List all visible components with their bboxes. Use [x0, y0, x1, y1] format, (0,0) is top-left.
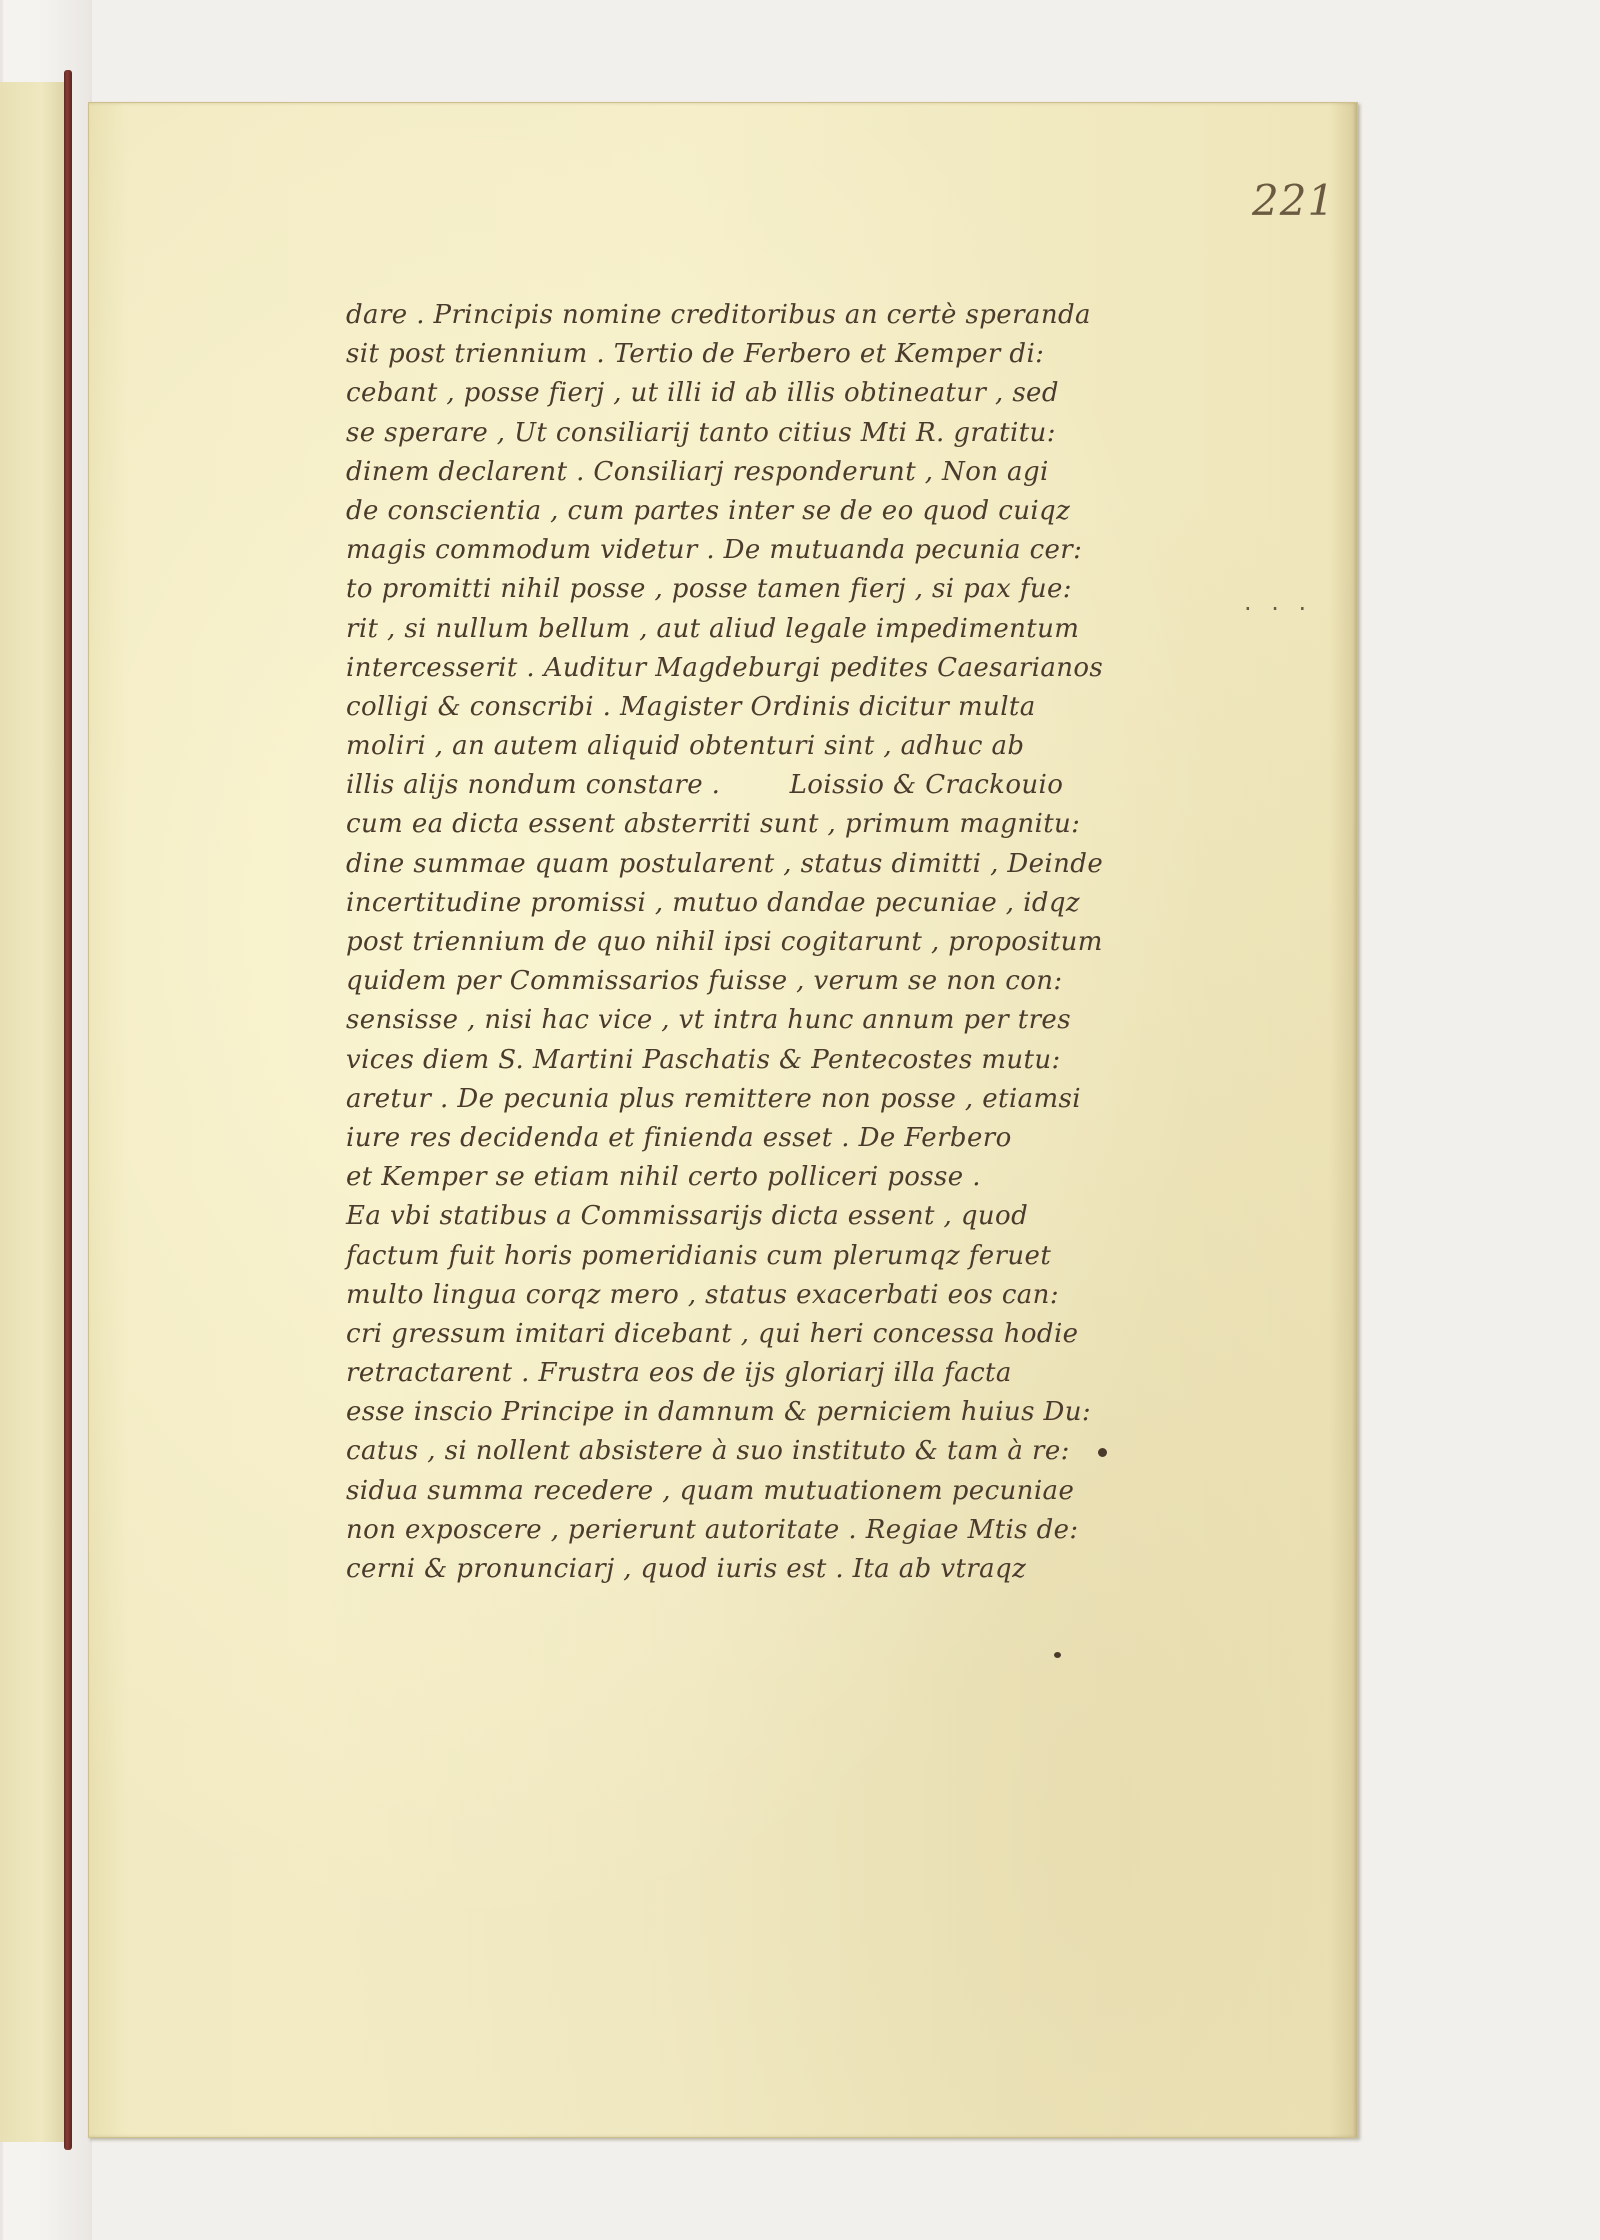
manuscript-text: [346, 296, 1176, 1589]
text-line: dinem declarent . Consiliarj responderunt , Non agi: [346, 456, 1049, 487]
text-line: sensisse , nisi hac vice , vt intra hunc annum per tres: [346, 1005, 1071, 1036]
text-line: et Kemper se etiam nihil certo polliceri posse .: [346, 1162, 981, 1193]
text-line: incertitudine promissi , mutuo dandae pecuniae , idqz: [346, 887, 1081, 918]
text-line: dare . Principis nomine creditoribus an certè speranda: [346, 300, 1091, 330]
text-line: moliri , an autem aliquid obtenturi sint , adhuc ab: [346, 731, 1025, 762]
text-line: catus , si nollent absistere à suo instituto & tam à re:: [346, 1436, 1070, 1467]
ink-blot: [1054, 1652, 1061, 1658]
text-line: retractarent . Frustra eos de ijs gloriarj illa facta: [346, 1358, 1012, 1389]
text-line: de conscientia , cum partes inter se de eo quod cuiqz: [346, 495, 1071, 526]
text-line: iure res decidenda et finienda esset . De Ferbero: [346, 1122, 1012, 1153]
text-line: esse inscio Principe in damnum & perniciem huius Du:: [346, 1397, 1092, 1428]
text-line: non exposcere , perierunt autoritate . Regiae Mtis de:: [346, 1514, 1079, 1545]
text-line: intercesserit . Auditur Magdeburgi pedites Caesarianos: [346, 652, 1104, 683]
text-line: multo lingua corqz mero , status exacerbati eos can:: [346, 1279, 1059, 1310]
text-line: sit post triennium . Tertio de Ferbero et Kemper di:: [346, 339, 1045, 370]
facing-page-edge: [0, 82, 72, 2142]
text-line: quidem per Commissarios fuisse , verum se non con:: [346, 966, 1063, 997]
text-line: cri gressum imitari dicebant , qui heri concessa hodie: [346, 1318, 1079, 1349]
text-line: vices diem S. Martini Paschatis & Pentecostes mutu:: [346, 1044, 1061, 1075]
text-line: magis commodum videtur . De mutuanda pecunia cer:: [346, 535, 1083, 566]
margin-note: . . .: [1244, 588, 1313, 616]
text-line: se sperare , Ut consiliarij tanto citius Mti R. gratitu:: [346, 417, 1056, 448]
text-line: Ea vbi statibus a Commissarijs dicta essent , quod: [346, 1201, 1029, 1232]
text-line: post triennium de quo nihil ipsi cogitarunt , propositum: [346, 927, 1103, 957]
text-line: sidua summa recedere , quam mutuationem pecuniae: [346, 1475, 1075, 1506]
text-line: aretur . De pecunia plus remittere non posse , etiamsi: [346, 1083, 1081, 1114]
text-line: colligi & conscribi . Magister Ordinis dicitur multa: [346, 691, 1036, 722]
text-line: dine summae quam postularent , status dimitti , Deinde: [346, 848, 1104, 879]
text-line: rit , si nullum bellum , aut aliud legale impedimentum: [346, 613, 1080, 644]
text-line: illis alijs nondum constare . Loissio & Crackouio: [346, 770, 1064, 801]
folio-number: 221: [1252, 176, 1336, 225]
text-line: to promitti nihil posse , posse tamen fierj , si pax fue:: [346, 574, 1072, 605]
text-line: cebant , posse fierj , ut illi id ab illis obtineatur , sed: [346, 378, 1059, 409]
text-line: cerni & pronunciarj , quod iuris est . Ita ab vtraqz: [346, 1554, 1027, 1584]
text-line: factum fuit horis pomeridianis cum plerumqz feruet: [346, 1240, 1052, 1271]
binding-spine: [64, 70, 72, 2150]
text-line: cum ea dicta essent absterriti sunt , primum magnitu:: [346, 809, 1081, 840]
